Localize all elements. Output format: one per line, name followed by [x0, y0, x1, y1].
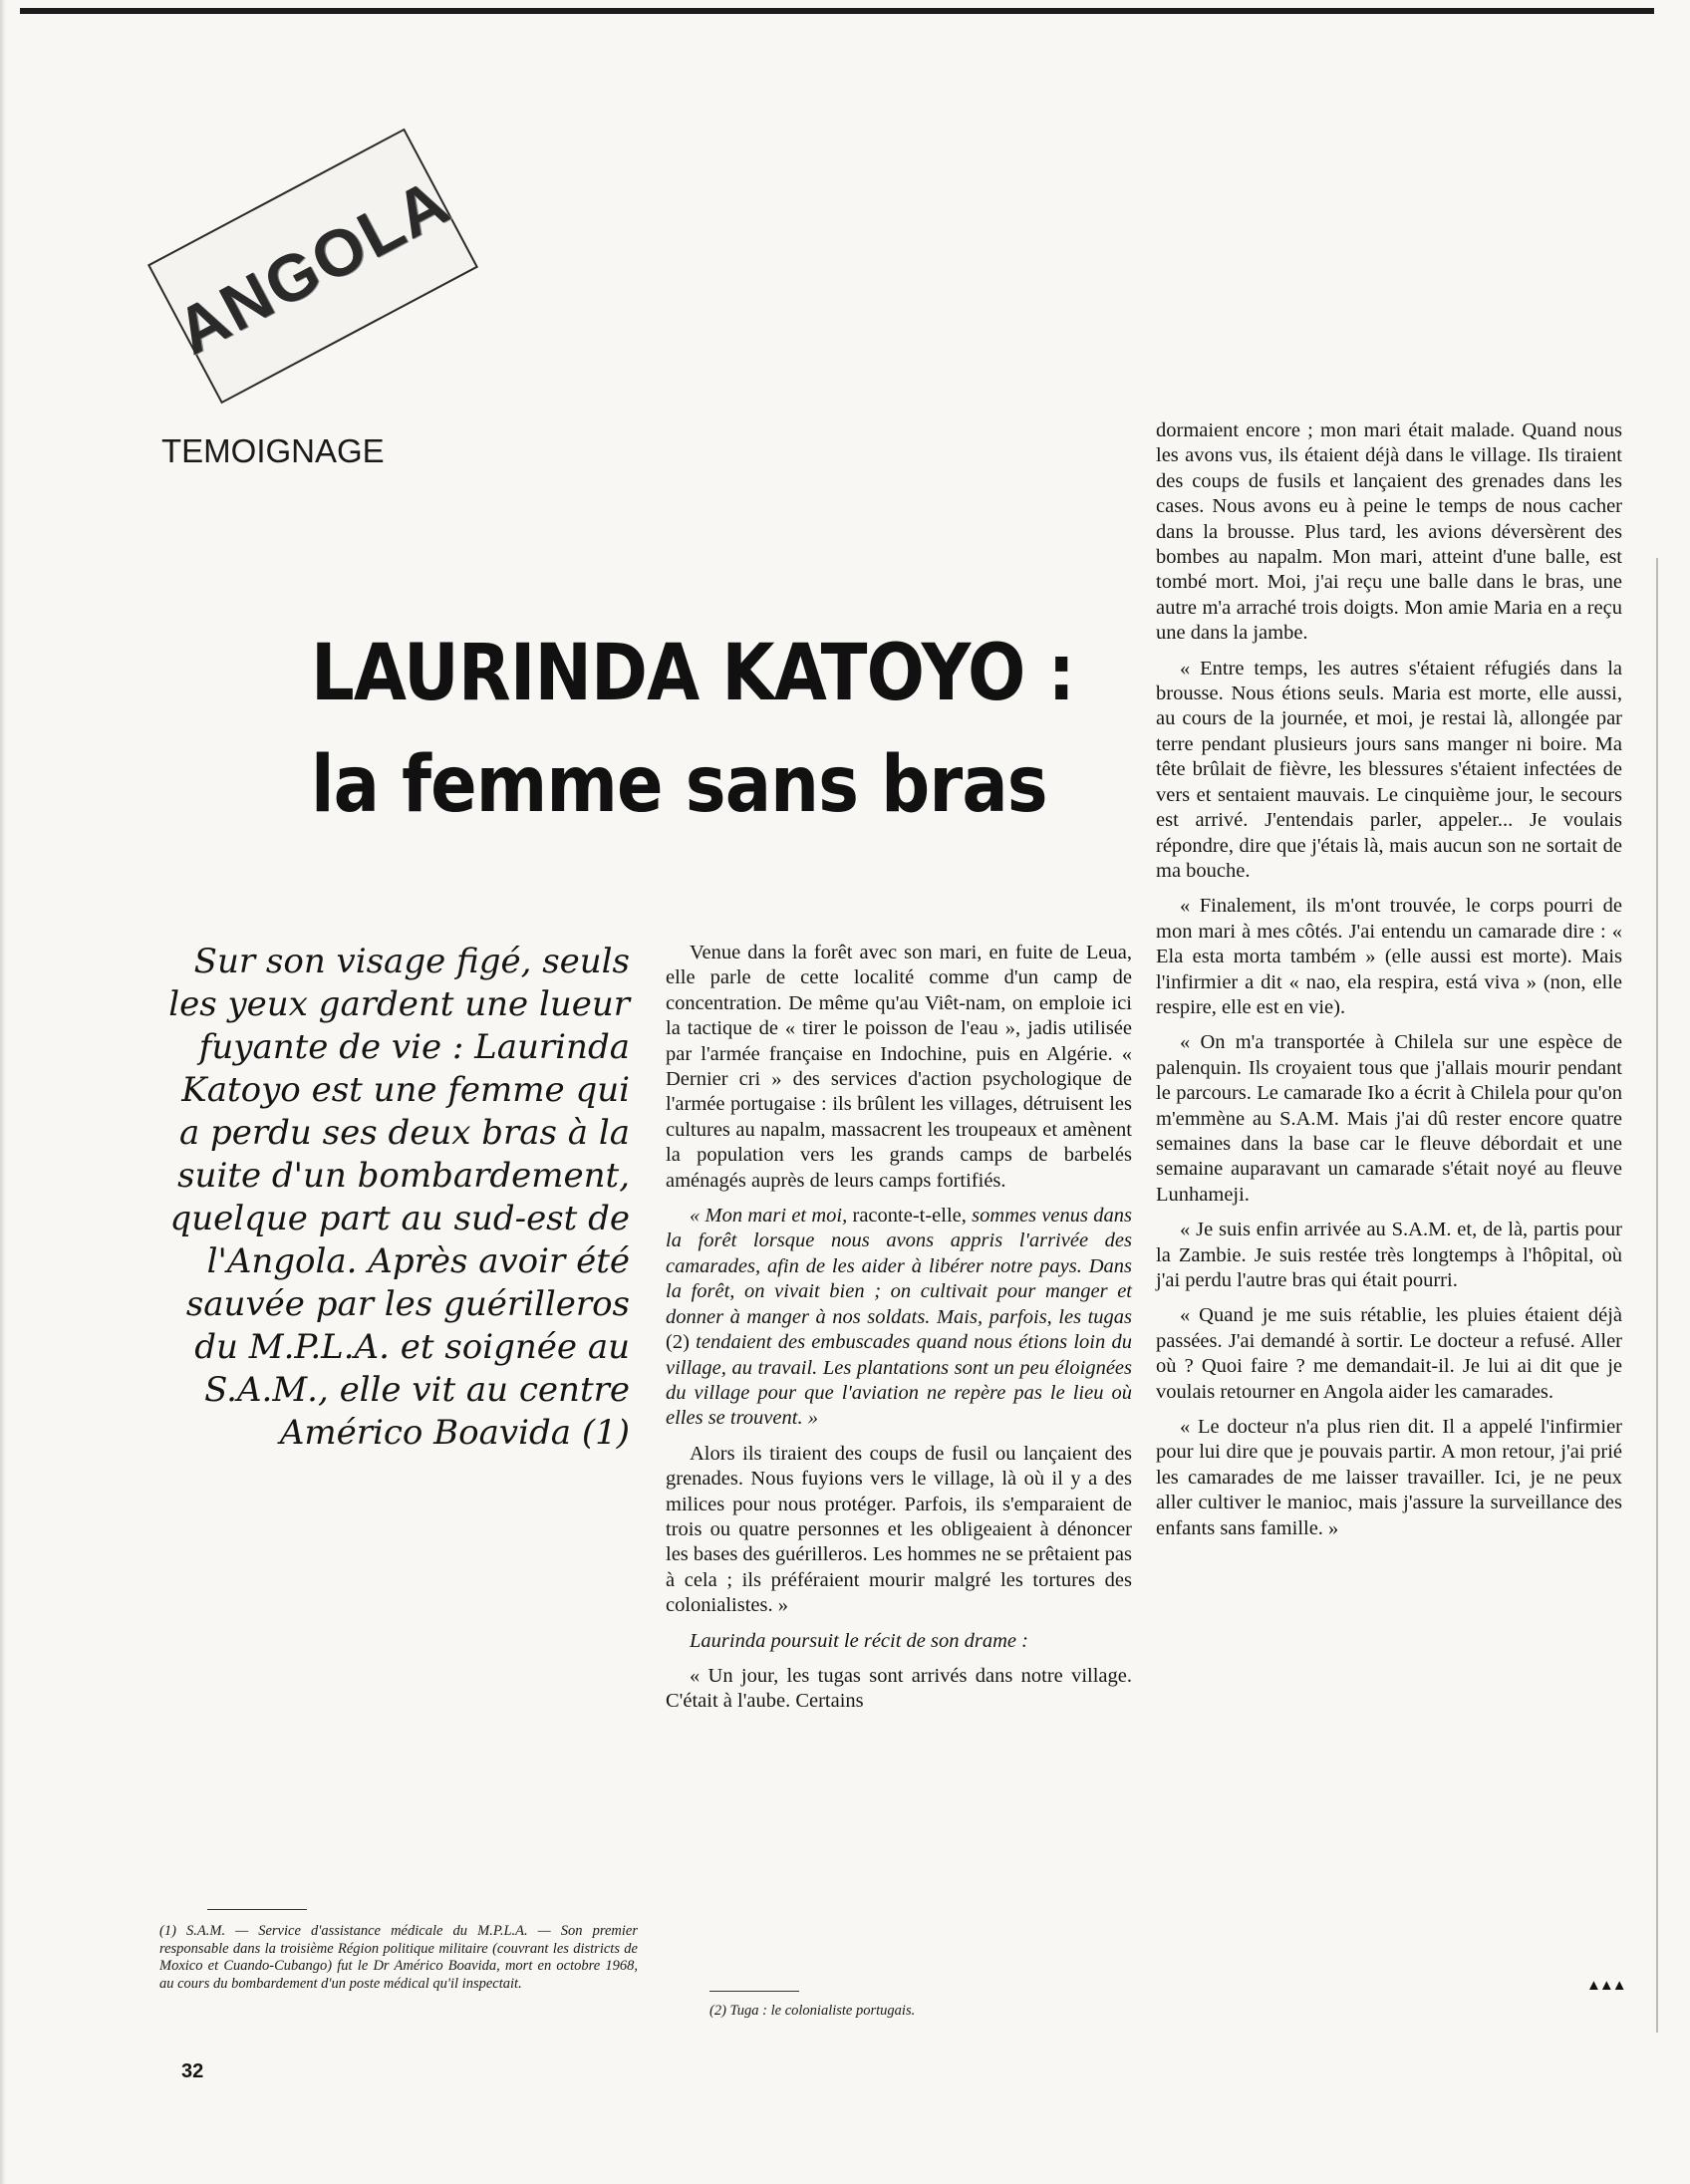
page-edge-shadow — [0, 0, 6, 2184]
quote-attribution: raconte-t-elle, — [847, 1205, 973, 1228]
paragraph: « Je suis enfin arrivée au S.A.M. et, de là, partis pour la Zambie. Je suis restée très longtemps à l'hôpital, où j'ai perdu l'autre bras qui était pourri. — [1156, 1219, 1622, 1291]
paragraph: « Un jour, les tugas sont arrivés dans notre village. C'était à l'aube. Certains — [666, 1664, 1132, 1713]
section-stamp — [147, 129, 478, 405]
footnote-2-text: (2) Tuga : le colonialiste portugais. — [709, 2003, 916, 2019]
footnote-1-text: (1) S.A.M. — Service d'assistance médicale du M.P.L.A. — Son premier responsable dans la troisième Région politique militaire (couvrant les districts de Moxico et Cuando-Cubango) fut le Dr Américo Boavida, mort en octobre 1968, au cours du bombardement d'un poste médical qu'il inspectait. — [159, 1923, 638, 1992]
headline-line-1: LAURINDA KATOYO : — [311, 629, 1075, 718]
footnote-ref: (2) — [666, 1331, 697, 1354]
article-column-2 — [1156, 418, 1622, 1551]
footnote-1 — [159, 1923, 638, 1993]
quote-text-continued: tendaient des embuscades quand nous étions loin du village, au travail. Les plantations sont un peu éloignées du village pour que l'aviation ne repère pas le lieu où elles se trouvent. » — [666, 1331, 1132, 1430]
footnote-2 — [709, 2003, 1132, 2021]
section-stamp-label: ANGOLA — [164, 163, 461, 369]
paragraph-italic: Laurinda poursuit le récit de son drame : — [690, 1629, 1028, 1652]
quote-open: « Mon mari et moi, — [690, 1205, 848, 1228]
footnote-rule — [207, 1909, 307, 1910]
paragraph: « Finalement, ils m'ont trouvée, le corps pourri de mon mari à mes côtés. J'ai entendu un camarade dire : « Ela esta morta também » (elle aussi est morte). Mais l'infirmier a dit « nao, ela respira, está viva » (non, elle respire, elle est en vie). — [1156, 895, 1622, 1018]
paragraph — [666, 1204, 1132, 1432]
top-rule — [20, 8, 1654, 14]
paragraph: Alors ils tiraient des coups de fusil ou lançaient des grenades. Nous fuyions vers le village, là où il y a des milices pour nous protéger. Parfois, ils s'emparaient de trois ou quatre personnes et les obligeaient à dénoncer les bases des guérilleros. Les hommes ne se prêtaient pas à cela ; ils préféraient mourir malgré les tortures des colonialistes. » — [666, 1442, 1132, 1617]
headline — [311, 618, 1075, 841]
kicker: TEMOIGNAGE — [161, 432, 385, 469]
paragraph: « Entre temps, les autres s'étaient réfugiés dans la brousse. Nous étions seuls. Maria est morte, elle aussi, au cours de la journée, et moi, je restai là, allongée par terre pendant plusieurs jours sans manger ni boire. Ma tête brûlait de fièvre, les blessures s'étaient infectées de vers et sentaient mauvais. Le cinquième jour, le secours est arrivé. J'entendais parler, appeler... Je voulais répondre, dire que j'étais là, mais aucun son ne sortait de ma bouche. — [1156, 657, 1622, 882]
page-number: 32 — [181, 2060, 204, 2082]
footnote-rule — [709, 1991, 799, 1992]
headline-line-2: la femme sans bras — [311, 740, 1047, 830]
paragraph: Venue dans la forêt avec son mari, en fuite de Leua, elle parle de cette localité comme d'un camp de concentration. De même qu'au Viêt-nam, on emploie ici la tactique de « tirer le poisson de l'eau », jadis utilisée par l'armée française en Indochine, puis en Algérie. « Dernier cri » des services d'action psychologique de l'armée portugaise : ils brûlent les villages, détruisent les cultures au napalm, massacrent les troupeaux et amènent la population vers les grands camps de barbelés aménagés auprès de leurs camps fortifiés. — [666, 942, 1132, 1192]
scan-edge-mark — [1656, 558, 1658, 2033]
lede-paragraph: Sur son visage figé, seuls les yeux gardent une lueur fuyante de vie : Laurinda Katoyo est une femme qui a perdu ses deux bras à la suite d'un bombardement, quelque part au sud-est de l'Angola. Après avoir été sauvée par les guérilleros du M.P.L.A. et soignée au S.A.M., elle vit au centre Américo Boavida (1) — [168, 942, 630, 1453]
paragraph: dormaient encore ; mon mari était malade. Quand nous les avons vus, ils étaient déjà dans le village. Ils tiraient des coups de fusils et lançaient des grenades dans les cases. Nous avons eu à peine le temps de nous cacher dans la brousse. Plus tard, les avions déversèrent des bombes au napalm. Mon mari, atteint d'une balle, est tombé mort. Moi, j'ai reçu une balle dans le bras, une autre m'a arraché trois doigts. Mon amie Maria en a reçu une dans la jambe. — [1156, 419, 1622, 645]
paragraph: « Quand je me suis rétablie, les pluies étaient déjà passées. J'ai demandé à sortir. Le docteur a refusé. Aller où ? Quoi faire ? me demandait-il. Je lui ai dit que je voulais retourner en Angola aider les camarades. — [1156, 1304, 1622, 1403]
paragraph: « Le docteur n'a plus rien dit. Il a appelé l'infirmier pour lui dire que je pouvais partir. A mon retour, j'ai prié les camarades de me laisser travailler. Ici, je ne peux aller cultiver le manioc, mais j'assure la surveillance des enfants sans famille. » — [1156, 1416, 1622, 1539]
quote-text: sommes venus dans la forêt lorsque nous avons appris l'arrivée des camarades, afin de les aider à libérer notre pays. Dans la forêt, on vivait bien ; on cultivait pour manger et donner à manger à nos soldats. Mais, parfois, les tugas — [666, 1205, 1132, 1328]
paragraph: « On m'a transportée à Chilela sur une espèce de palenquin. Ils croyaient tous que j'allais mourir pendant le parcours. Le camarade Iko a écrit à Chilela pour qu'on m'emmène au S.A.M. Mais j'ai dû rester encore quatre semaines dans la base car le fleuve débordait et une semaine auparavant un camarade s'était noyé au fleuve Lunhameji. — [1156, 1031, 1622, 1206]
article-column-1 — [666, 941, 1132, 1725]
end-mark-icon: ▲▲▲ — [1586, 1978, 1625, 1994]
